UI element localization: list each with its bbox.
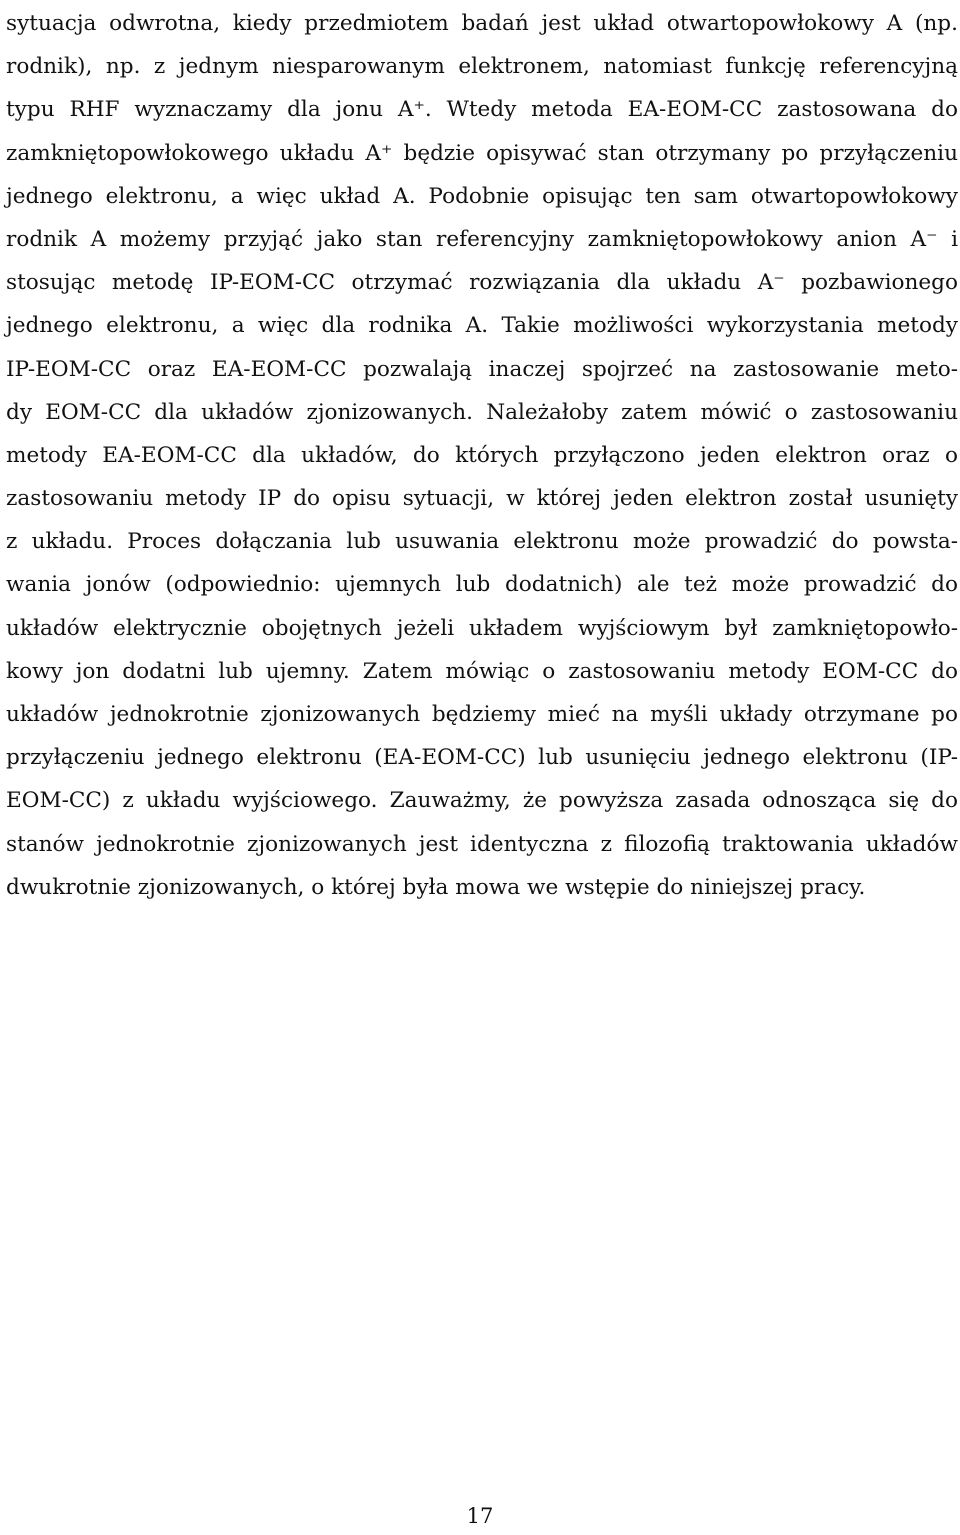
text-line: stanów jednokrotnie zjonizowanych jest identyczna z filozofią traktowania układów: [6, 831, 958, 857]
text-line: jednego elektronu, a więc układ A. Podobnie opisując ten sam otwartopowłokowy: [6, 183, 958, 209]
text-line: przyłączeniu jednego elektronu (EA-EOM-CC) lub usunięciu jednego elektronu (IP-: [6, 745, 958, 771]
page-number: 17: [466, 1504, 494, 1528]
text-line: rodnik), np. z jednym niesparowanym elektronem, natomiast funkcję referencyjną: [6, 54, 958, 80]
text-line: rodnik A możemy przyjąć jako stan referencyjny zamkniętopowłokowy anion A⁻ i: [6, 226, 958, 252]
text-line: zastosowaniu metody IP do opisu sytuacji, w której jeden elektron został usunięty: [6, 486, 958, 512]
text-line: IP-EOM-CC oraz EA-EOM-CC pozwalają inaczej spojrzeć na zastosowanie meto-: [6, 356, 958, 382]
text-line: typu RHF wyznaczamy dla jonu A⁺. Wtedy metoda EA-EOM-CC zastosowana do: [6, 97, 958, 123]
text-line: zamkniętopowłokowego układu A⁺ będzie opisywać stan otrzymany po przyłączeniu: [6, 140, 958, 166]
text-line: EOM-CC) z układu wyjściowego. Zauważmy, że powyższa zasada odnosząca się do: [6, 788, 958, 814]
text-line: metody EA-EOM-CC dla układów, do których przyłączono jeden elektron oraz o: [6, 442, 958, 468]
text-line: jednego elektronu, a więc dla rodnika A. Takie możliwości wykorzystania metody: [6, 313, 958, 339]
text-line: wania jonów (odpowiednio: ujemnych lub dodatnich) ale też może prowadzić do: [6, 572, 958, 598]
text-line: sytuacja odwrotna, kiedy przedmiotem badań jest układ otwartopowłokowy A (np.: [6, 11, 958, 36]
text-line: dy EOM-CC dla układów zjonizowanych. Należałoby zatem mówić o zastosowaniu: [6, 399, 958, 425]
text-line: stosując metodę IP-EOM-CC otrzymać rozwiązania dla układu A⁻ pozbawionego: [6, 270, 958, 296]
text-line: układów elektrycznie obojętnych jeżeli układem wyjściowym był zamkniętopowło-: [6, 615, 958, 641]
text-line: dwukrotnie zjonizowanych, o której była mowa we wstępie do niniejszej pracy.: [6, 874, 866, 900]
text-line: kowy jon dodatni lub ujemny. Zatem mówiąc o zastosowaniu metody EOM-CC do: [6, 658, 958, 684]
text-line: układów jednokrotnie zjonizowanych będziemy mieć na myśli układy otrzymane po: [6, 702, 958, 727]
body-paragraph: [6, 2, 958, 909]
text-line: z układu. Proces dołączania lub usuwania elektronu może prowadzić do powsta-: [6, 529, 958, 555]
